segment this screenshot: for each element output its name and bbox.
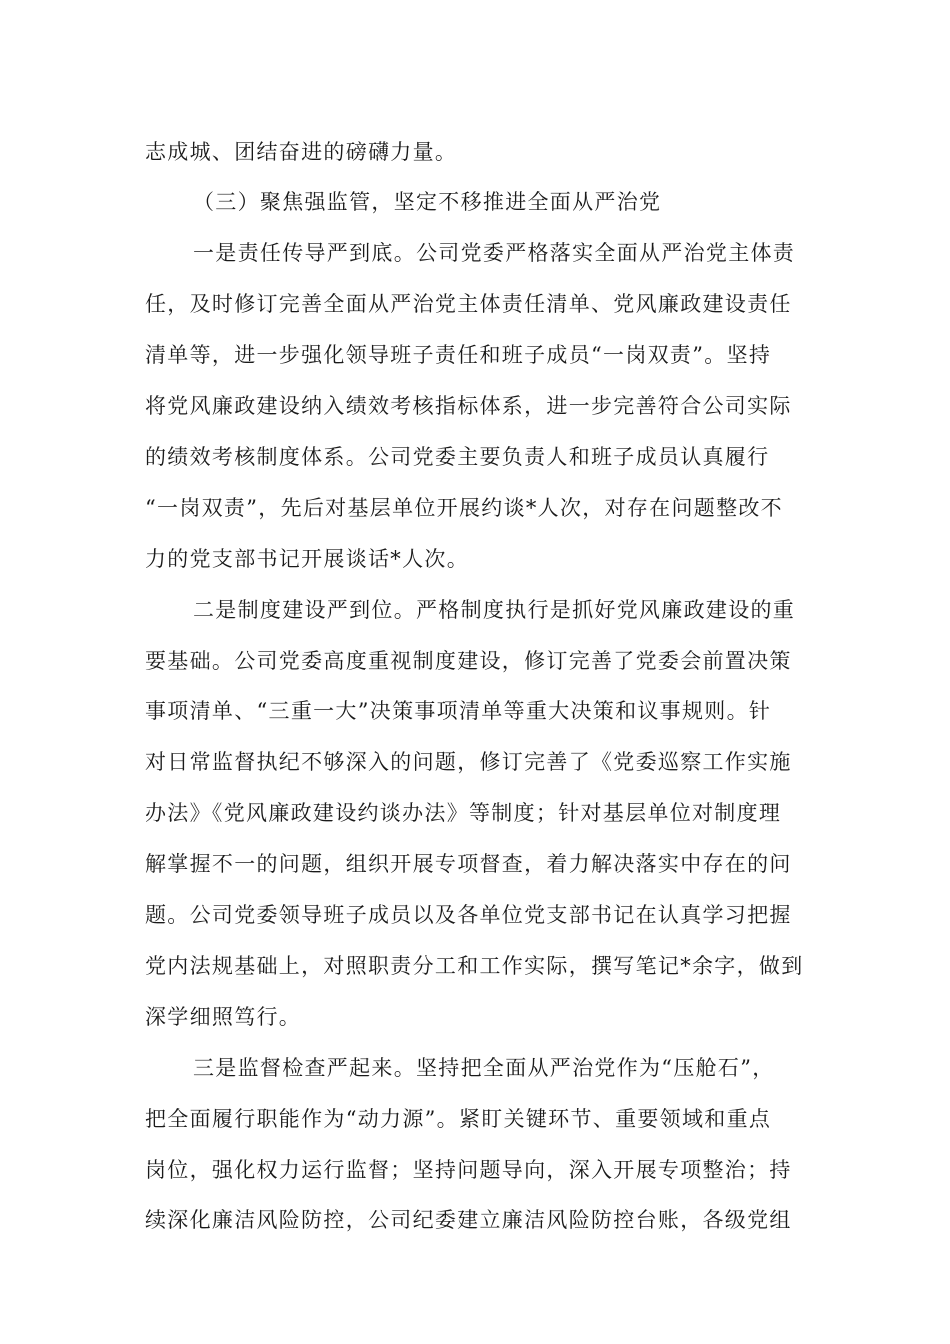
text-line: 将党风廉政建设纳入绩效考核指标体系，进一步完善符合公司实际 xyxy=(145,394,792,418)
text-line: 一是责任传导严到底。公司党委严格落实全面从严治党主体责 xyxy=(193,241,796,265)
text-line: 续深化廉洁风险防控，公司纪委建立廉洁风险防控台账，各级党组 xyxy=(145,1208,792,1232)
text-line: 的绩效考核制度体系。公司党委主要负责人和班子成员认真履行 xyxy=(145,445,770,469)
text-line: 三是监督检查严起来。坚持把全面从严治党作为“压舱石”， xyxy=(193,1056,775,1080)
text-line: 党内法规基础上，对照职责分工和工作实际，撰写笔记*余字，做到 xyxy=(145,954,804,978)
text-line: 志成城、团结奋进的磅礴力量。 xyxy=(145,140,458,164)
text-line: 二是制度建设严到位。严格制度执行是抓好党风廉政建设的重 xyxy=(193,598,796,622)
text-line: 办法》《党风廉政建设约谈办法》等制度；针对基层单位对制度理 xyxy=(145,801,782,825)
text-line: 深学细照笃行。 xyxy=(145,1005,302,1029)
text-line: 清单等，进一步强化领导班子责任和班子成员“一岗双责”。坚持 xyxy=(145,343,772,367)
text-line: 对日常监督执纪不够深入的问题，修订完善了《党委巡察工作实施 xyxy=(145,750,792,774)
text-line: “一岗双责”，先后对基层单位开展约谈*人次，对存在问题整改不 xyxy=(145,496,783,520)
text-line: 事项清单、“三重一大”决策事项清单等重大决策和议事规则。针 xyxy=(145,699,772,723)
text-line: 力的党支部书记开展谈话*人次。 xyxy=(145,547,469,571)
text-line: 解掌握不一的问题，组织开展专项督查，着力解决落实中存在的问 xyxy=(145,852,792,876)
text-line: 岗位，强化权力运行监督；坚持问题导向，深入开展专项整治；持 xyxy=(145,1158,792,1182)
text-line: 题。公司党委领导班子成员以及各单位党支部书记在认真学习把握 xyxy=(145,903,792,927)
text-line: 任，及时修订完善全面从严治党主体责任清单、党风廉政建设责任 xyxy=(145,292,792,316)
section-heading: （三）聚焦强监管，坚定不移推进全面从严治党 xyxy=(193,190,662,214)
text-line: 把全面履行职能作为“动力源”。紧盯关键环节、重要领域和重点 xyxy=(145,1107,772,1131)
text-line: 要基础。公司党委高度重视制度建设，修订完善了党委会前置决策 xyxy=(145,649,792,673)
